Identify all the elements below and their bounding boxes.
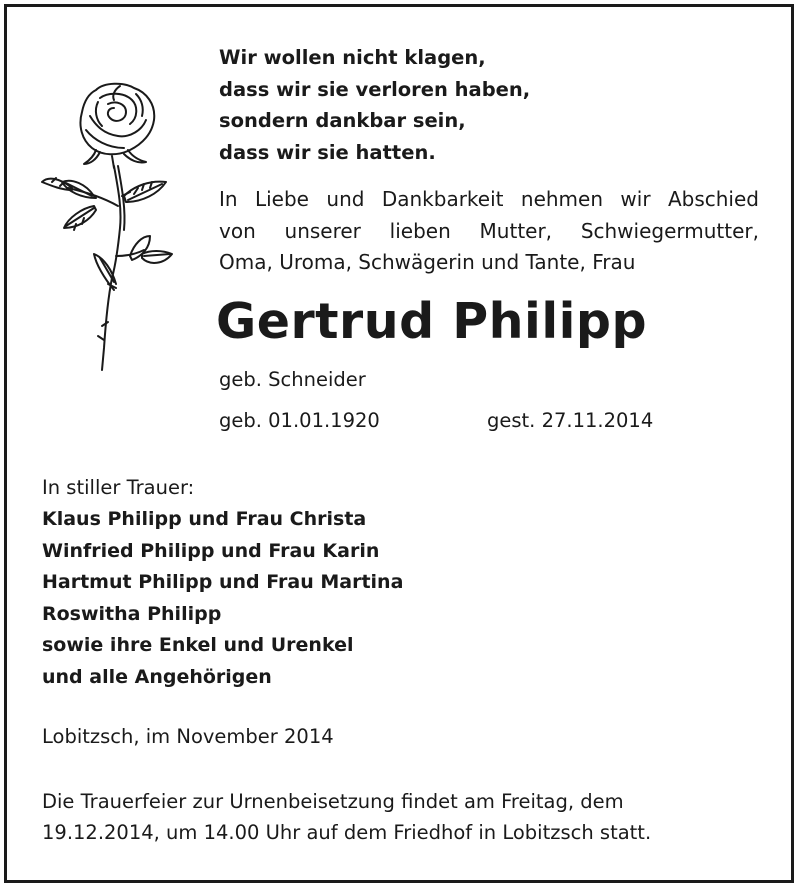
mourners-list: [42, 504, 403, 693]
ceremony-line: Die Trauerfeier zur Urnenbeisetzung findet am Freitag, dem: [42, 790, 624, 813]
death-date: gest. 27.11.2014: [487, 409, 654, 432]
birth-date: geb. 01.01.1920: [219, 409, 380, 432]
mourner-item: Klaus Philipp und Frau Christa: [42, 508, 367, 530]
intro-text: [219, 184, 759, 279]
ceremony-info: [42, 786, 754, 848]
mourner-item: Roswitha Philipp: [42, 602, 222, 625]
poem-line: dass wir sie hatten.: [219, 140, 436, 164]
mourner-item: und alle Angehörigen: [42, 665, 272, 688]
intro-line: In Liebe und Dankbarkeit nehmen wir Abschied: [219, 187, 759, 211]
mourner-item: sowie ihre Enkel und Urenkel: [42, 634, 354, 656]
poem-line: Wir wollen nicht klagen,: [219, 46, 486, 69]
deceased-name: Gertrud Philipp: [216, 293, 648, 350]
poem: [219, 42, 530, 168]
place-date: Lobitzsch, im November 2014: [42, 725, 334, 748]
ceremony-line: 19.12.2014, um 14.00 Uhr auf dem Friedhof in Lobitzsch statt.: [42, 821, 652, 844]
poem-line: sondern dankbar sein,: [219, 109, 466, 132]
rose-icon: [38, 78, 178, 378]
mourner-item: Winfried Philipp und Frau Karin: [42, 539, 380, 562]
intro-line: von unserer lieben Mutter, Schwiegermutter,: [219, 218, 759, 243]
poem-line: dass wir sie verloren haben,: [219, 77, 531, 101]
mourners-label: In stiller Trauer:: [42, 476, 195, 499]
intro-line: Oma, Uroma, Schwägerin und Tante, Frau: [219, 250, 636, 274]
maiden-name: geb. Schneider: [219, 368, 366, 391]
mourner-item: Hartmut Philipp und Frau Martina: [42, 571, 404, 593]
